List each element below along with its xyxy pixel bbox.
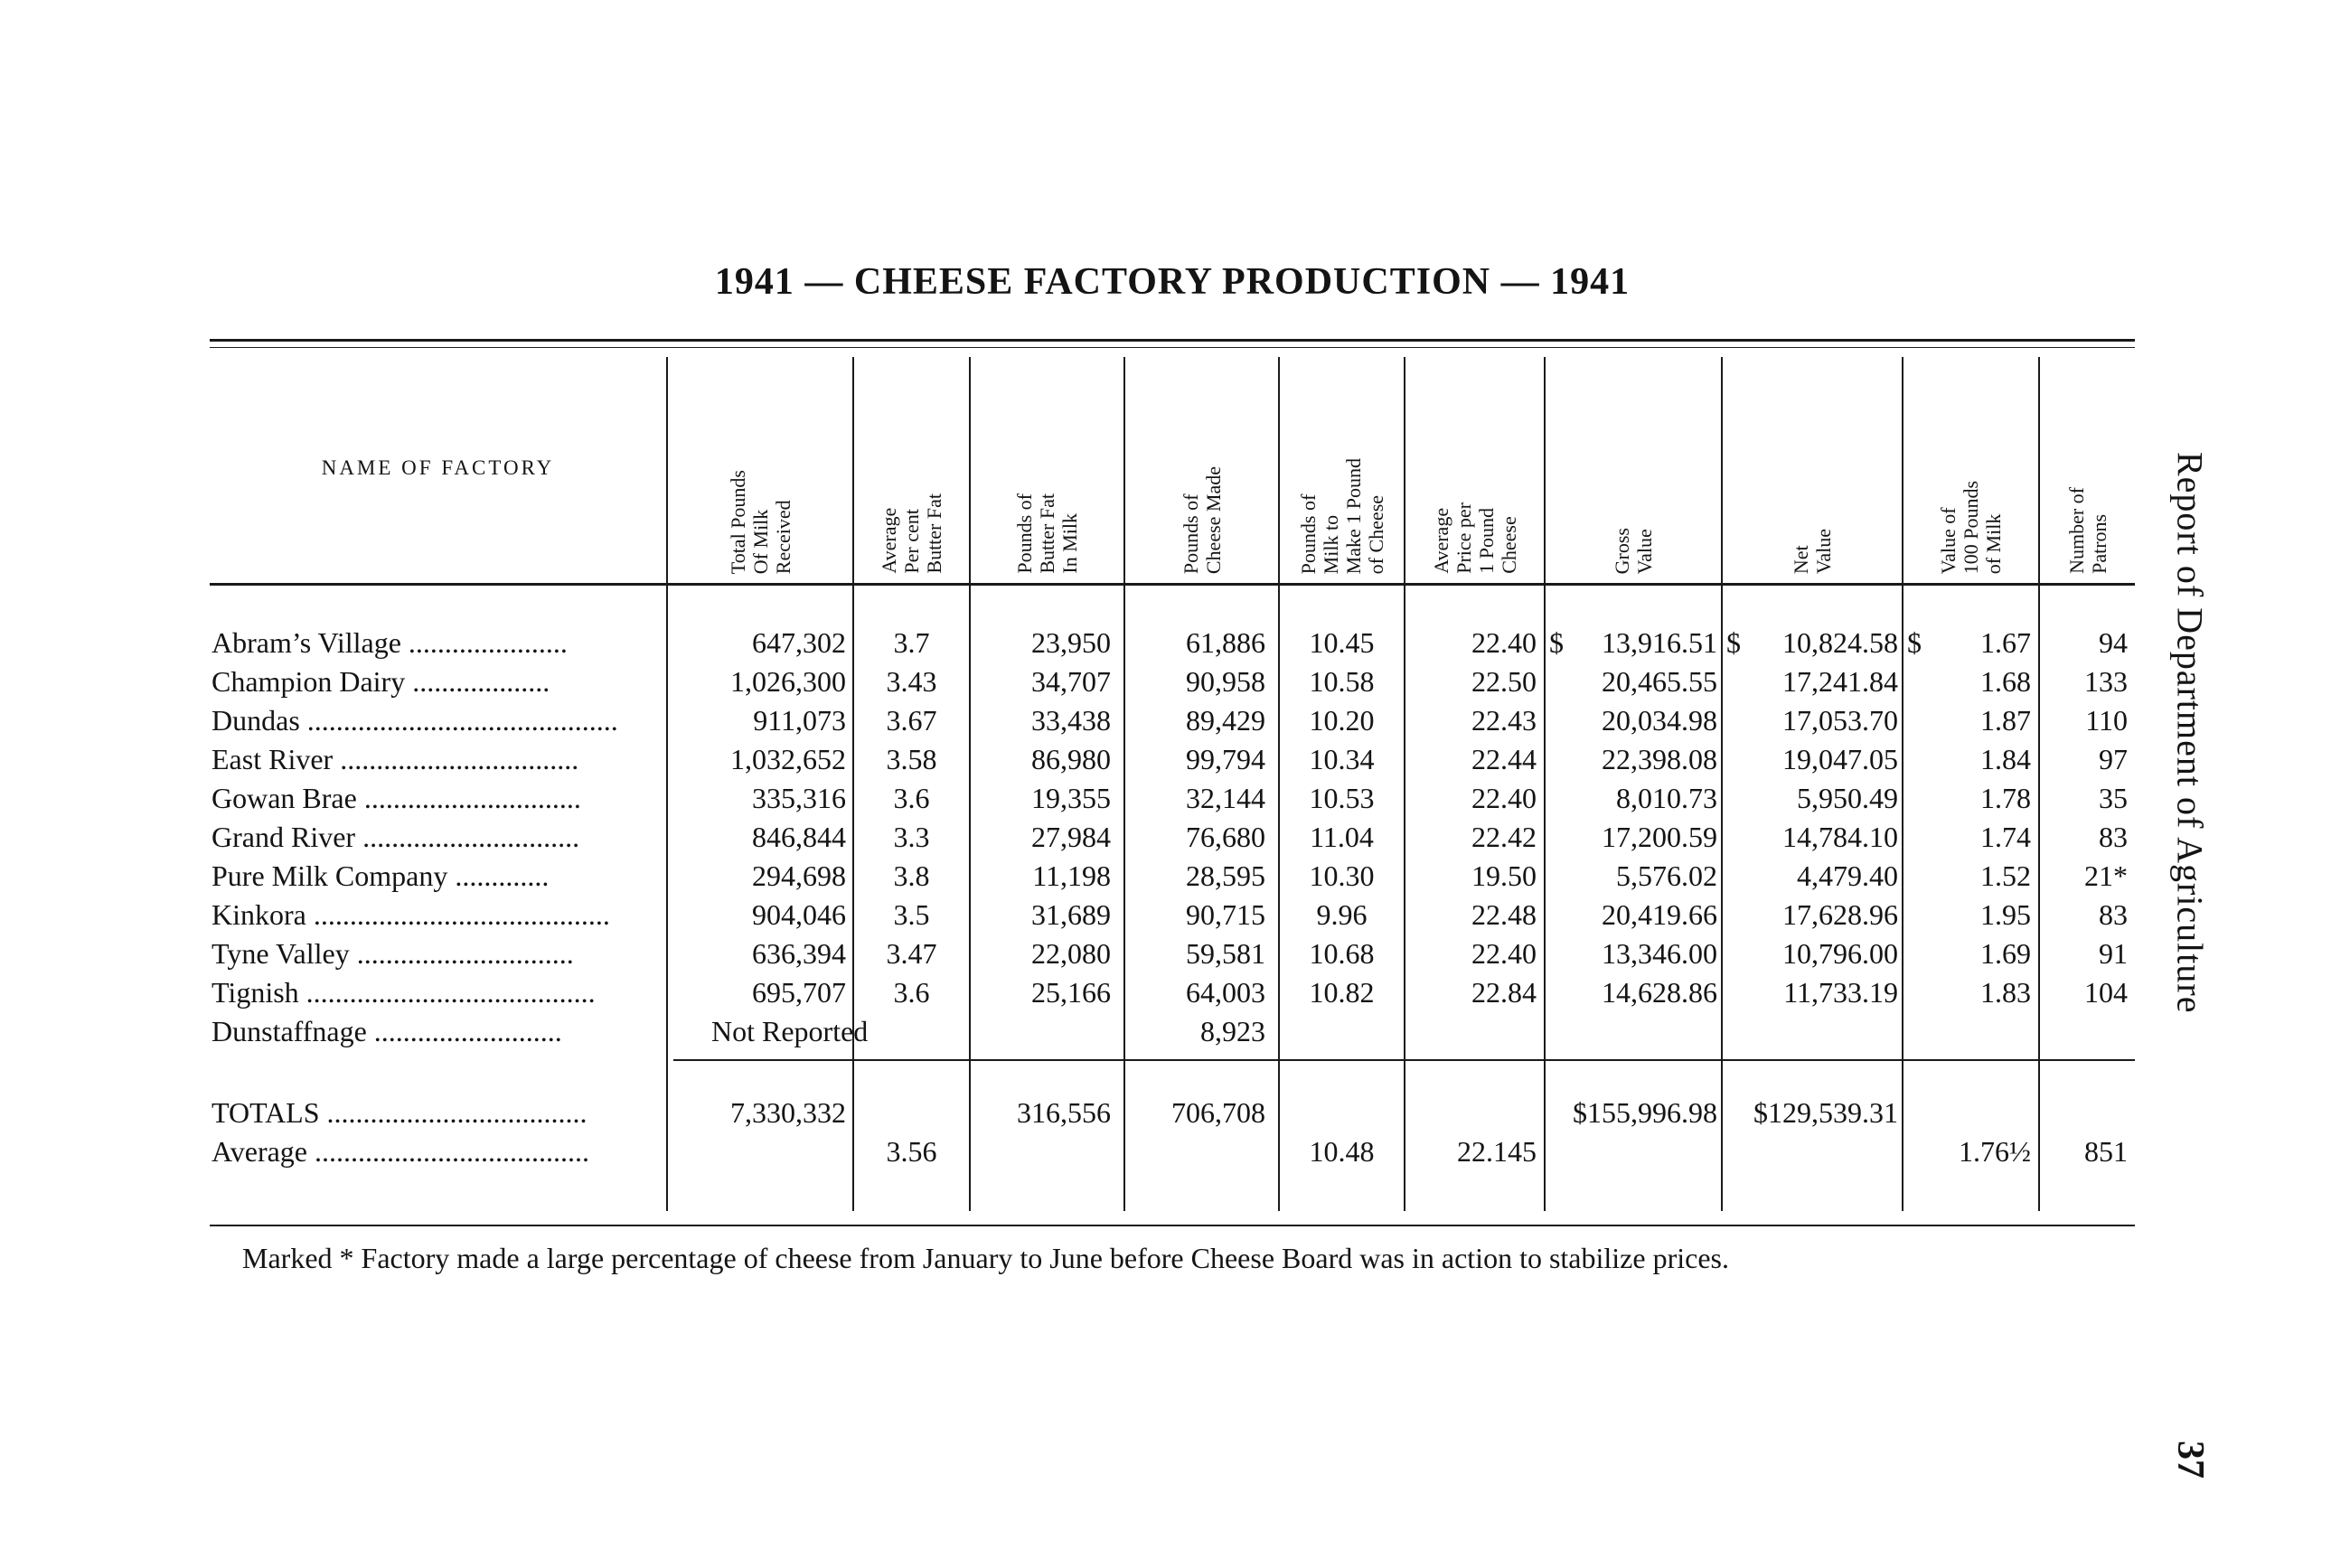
net-value: 5,950.49 [1797,782,1898,814]
avg-price: 22.48 [1471,898,1537,931]
butter-fat-lbs: 27,984 [1031,821,1111,853]
butter-fat-lbs: 19,355 [1031,782,1111,814]
total-milk: 7,330,332 [730,1096,846,1129]
gross-dollar-sign [1549,740,1567,779]
gross-value: 5,576.02 [1616,859,1717,892]
avg-price: 22.40 [1471,937,1537,970]
table-row [210,896,2135,934]
header-value-100-lbs: Value of 100 Pounds of Milk [1937,480,2005,574]
milk-per-pound: 10.82 [1309,976,1375,1009]
patrons-count: 91 [2099,937,2128,970]
gross-value: 13,346.00 [1602,937,1717,970]
cheese-made: 28,595 [1186,859,1265,892]
net-value: 10,796.00 [1782,937,1898,970]
total-milk: 335,316 [752,782,846,814]
total-milk: 1,032,652 [730,743,846,775]
average-butter-fat-pct: 3.56 [886,1135,937,1168]
net-dollar-sign [1726,740,1744,779]
butter-fat-lbs: 86,980 [1031,743,1111,775]
milk-per-pound: 11.04 [1310,821,1374,853]
total-net-value: $129,539.31 [1753,1096,1898,1129]
gross-value: 14,628.86 [1602,976,1717,1009]
header-gross-value: Gross Value [1611,527,1656,574]
avg-butter-fat-pct: 3.67 [886,704,937,737]
value-100-lbs: 1.84 [1980,743,2031,775]
value-100-lbs: 1.69 [1980,937,2031,970]
value-dollar-sign: $ [1907,626,1922,659]
net-dollar-sign [1726,857,1744,896]
net-value: 11,733.19 [1783,976,1898,1009]
gross-dollar-sign [1549,857,1567,896]
gross-value: 8,010.73 [1616,782,1717,814]
milk-per-pound: 10.58 [1309,665,1375,698]
average-value-100-lbs: 1.76½ [1959,1135,2031,1168]
net-value: 10,824.58 [1782,626,1898,659]
patrons-count: 21* [2084,859,2128,892]
total-milk: 294,698 [752,859,846,892]
net-value: 17,053.70 [1782,704,1898,737]
total-milk: 846,844 [752,821,846,853]
total-milk: 904,046 [752,898,846,931]
factory-name: Grand River .............................. [212,821,580,853]
avg-price: 22.43 [1471,704,1537,737]
totals-label: TOTALS .................................... [212,1096,588,1129]
table-row-totals [210,1094,2135,1132]
cheese-made: 90,715 [1186,898,1265,931]
factory-name: Pure Milk Company ............. [212,859,550,892]
gross-value: 13,916.51 [1602,626,1717,659]
table-top-rule-thin [210,347,2135,348]
butter-fat-lbs: 22,080 [1031,937,1111,970]
table-row [210,662,2135,701]
gross-dollar-sign [1549,701,1567,740]
avg-butter-fat-pct: 3.5 [893,898,930,931]
total-patrons: 851 [2084,1135,2128,1168]
not-reported-note: Not Reported [711,1015,869,1047]
patrons-count: 110 [2085,704,2128,737]
milk-per-pound: 10.30 [1309,859,1375,892]
net-value: 14,784.10 [1782,821,1898,853]
gross-value: 20,034.98 [1602,704,1717,737]
butter-fat-lbs: 11,198 [1032,859,1111,892]
gross-dollar-sign [1549,779,1567,818]
factory-name: Abram’s Village ...................... [212,626,568,659]
avg-price: 22.42 [1471,821,1537,853]
net-dollar-sign [1726,779,1744,818]
header-factory-name: NAME OF FACTORY [321,456,555,479]
gross-value: 17,200.59 [1602,821,1717,853]
total-gross-value: $155,996.98 [1573,1096,1717,1129]
milk-per-pound: 9.96 [1316,898,1368,931]
value-100-lbs: 1.87 [1980,704,2031,737]
butter-fat-lbs: 23,950 [1031,626,1111,659]
patrons-count: 97 [2099,743,2128,775]
gross-value: 20,419.66 [1602,898,1717,931]
net-dollar-sign: $ [1726,626,1741,659]
total-butter-fat: 316,556 [1017,1096,1111,1129]
cheese-made: 59,581 [1186,937,1265,970]
patrons-count: 94 [2099,626,2128,659]
total-milk: 695,707 [752,976,846,1009]
avg-butter-fat-pct: 3.6 [893,782,930,814]
value-100-lbs: 1.95 [1980,898,2031,931]
net-value: 17,241.84 [1782,665,1898,698]
header-patrons: Number of Patrons [2064,487,2110,574]
gross-dollar-sign [1549,973,1567,1012]
cheese-made: 90,958 [1186,665,1265,698]
cheese-made: 32,144 [1186,782,1265,814]
factory-name: Tignish ........................................ [212,976,596,1009]
avg-price: 22.44 [1471,743,1537,775]
header-net-value: Net Value [1790,528,1835,574]
header-milk-per-pound: Pounds of Milk to Make 1 Pound of Cheese [1296,457,1387,574]
factory-name: Gowan Brae .............................. [212,782,581,814]
patrons-count: 133 [2084,665,2128,698]
total-cheese: 706,708 [1171,1096,1265,1129]
net-dollar-sign [1726,818,1744,857]
table-row-dunstaffnage [210,1012,2135,1051]
cheese-made: 76,680 [1186,821,1265,853]
factory-name: Kinkora ......................................... [212,898,610,931]
cheese-made: 8,923 [1200,1015,1265,1047]
gross-dollar-sign [1549,896,1567,934]
patrons-count: 83 [2099,898,2128,931]
milk-per-pound: 10.45 [1309,626,1375,659]
avg-butter-fat-pct: 3.58 [886,743,937,775]
factory-name: Dundas ........................................... [212,704,618,737]
cheese-made: 99,794 [1186,743,1265,775]
header-bottom-rule [210,583,2135,586]
butter-fat-lbs: 33,438 [1031,704,1111,737]
gross-dollar-sign [1549,934,1567,973]
avg-price: 22.40 [1471,626,1537,659]
total-milk: 911,073 [753,704,846,737]
net-dollar-sign [1726,701,1744,740]
net-value: 17,628.96 [1782,898,1898,931]
avg-butter-fat-pct: 3.7 [893,626,930,659]
milk-per-pound: 10.68 [1309,937,1375,970]
net-dollar-sign [1726,662,1744,701]
factory-name: Champion Dairy ................... [212,665,550,698]
net-value: 4,479.40 [1797,859,1898,892]
table-row [210,857,2135,896]
total-milk: 636,394 [752,937,846,970]
avg-butter-fat-pct: 3.3 [893,821,930,853]
table-row [210,779,2135,818]
net-value: 19,047.05 [1782,743,1898,775]
value-100-lbs: 1.68 [1980,665,2031,698]
footnote: Marked * Factory made a large percentage of cheese from January to June before Cheese Board was in action to stabilize prices. [242,1242,1729,1274]
header-total-milk: Total Pounds Of Milk Received [726,469,794,574]
net-dollar-sign [1726,896,1744,934]
total-milk: 647,302 [752,626,846,659]
table-row [210,701,2135,740]
table-row [210,740,2135,779]
cheese-made: 61,886 [1186,626,1265,659]
page-title: 1941 — CHEESE FACTORY PRODUCTION — 1941 [714,261,1631,303]
avg-butter-fat-pct: 3.6 [893,976,930,1009]
header-avg-price: Average Price per 1 Pound Cheese [1429,502,1520,574]
factory-name: Tyne Valley .............................. [212,937,574,970]
table-row-average [210,1132,2135,1171]
value-100-lbs: 1.78 [1980,782,2031,814]
table-row [210,973,2135,1012]
header-butter-fat-lbs: Pounds of Butter Fat In Milk [1013,493,1081,574]
factory-name: East River ................................. [212,743,579,775]
value-100-lbs: 1.74 [1980,821,2031,853]
cheese-made: 89,429 [1186,704,1265,737]
patrons-count: 83 [2099,821,2128,853]
avg-price: 22.40 [1471,782,1537,814]
header-avg-butter-fat: Average Per cent Butter Fat [878,493,945,574]
header-cheese-made: Pounds of Cheese Made [1179,465,1225,574]
value-100-lbs: 1.83 [1980,976,2031,1009]
patrons-count: 35 [2099,782,2128,814]
gross-value: 22,398.08 [1602,743,1717,775]
cheese-made: 64,003 [1186,976,1265,1009]
butter-fat-lbs: 25,166 [1031,976,1111,1009]
factory-name: Dunstaffnage .......................... [212,1015,562,1047]
butter-fat-lbs: 31,689 [1031,898,1111,931]
sidebar-running-title: Report of Department of Agriculture [2169,452,2211,1014]
gross-dollar-sign [1549,662,1567,701]
value-100-lbs: 1.67 [1980,626,2031,659]
average-price: 22.145 [1457,1135,1537,1168]
avg-butter-fat-pct: 3.43 [886,665,937,698]
milk-per-pound: 10.34 [1309,743,1375,775]
table-row [210,818,2135,857]
avg-butter-fat-pct: 3.8 [893,859,930,892]
avg-price: 19.50 [1471,859,1537,892]
table-row [210,934,2135,973]
value-100-lbs: 1.52 [1980,859,2031,892]
butter-fat-lbs: 34,707 [1031,665,1111,698]
avg-price: 22.84 [1471,976,1537,1009]
net-dollar-sign [1726,973,1744,1012]
gross-dollar-sign [1549,818,1567,857]
milk-per-pound: 10.20 [1309,704,1375,737]
net-dollar-sign [1726,934,1744,973]
average-milk-per-pound: 10.48 [1309,1135,1375,1168]
avg-price: 22.50 [1471,665,1537,698]
table-row [210,624,2135,662]
table-top-rule [210,339,2135,342]
milk-per-pound: 10.53 [1309,782,1375,814]
table-bottom-rule [210,1225,2135,1226]
total-milk: 1,026,300 [730,665,846,698]
page-number: 37 [2169,1441,2211,1479]
gross-dollar-sign: $ [1549,626,1564,659]
average-label: Average ...................................... [212,1135,589,1168]
patrons-count: 104 [2084,976,2128,1009]
gross-value: 20,465.55 [1602,665,1717,698]
avg-butter-fat-pct: 3.47 [886,937,937,970]
